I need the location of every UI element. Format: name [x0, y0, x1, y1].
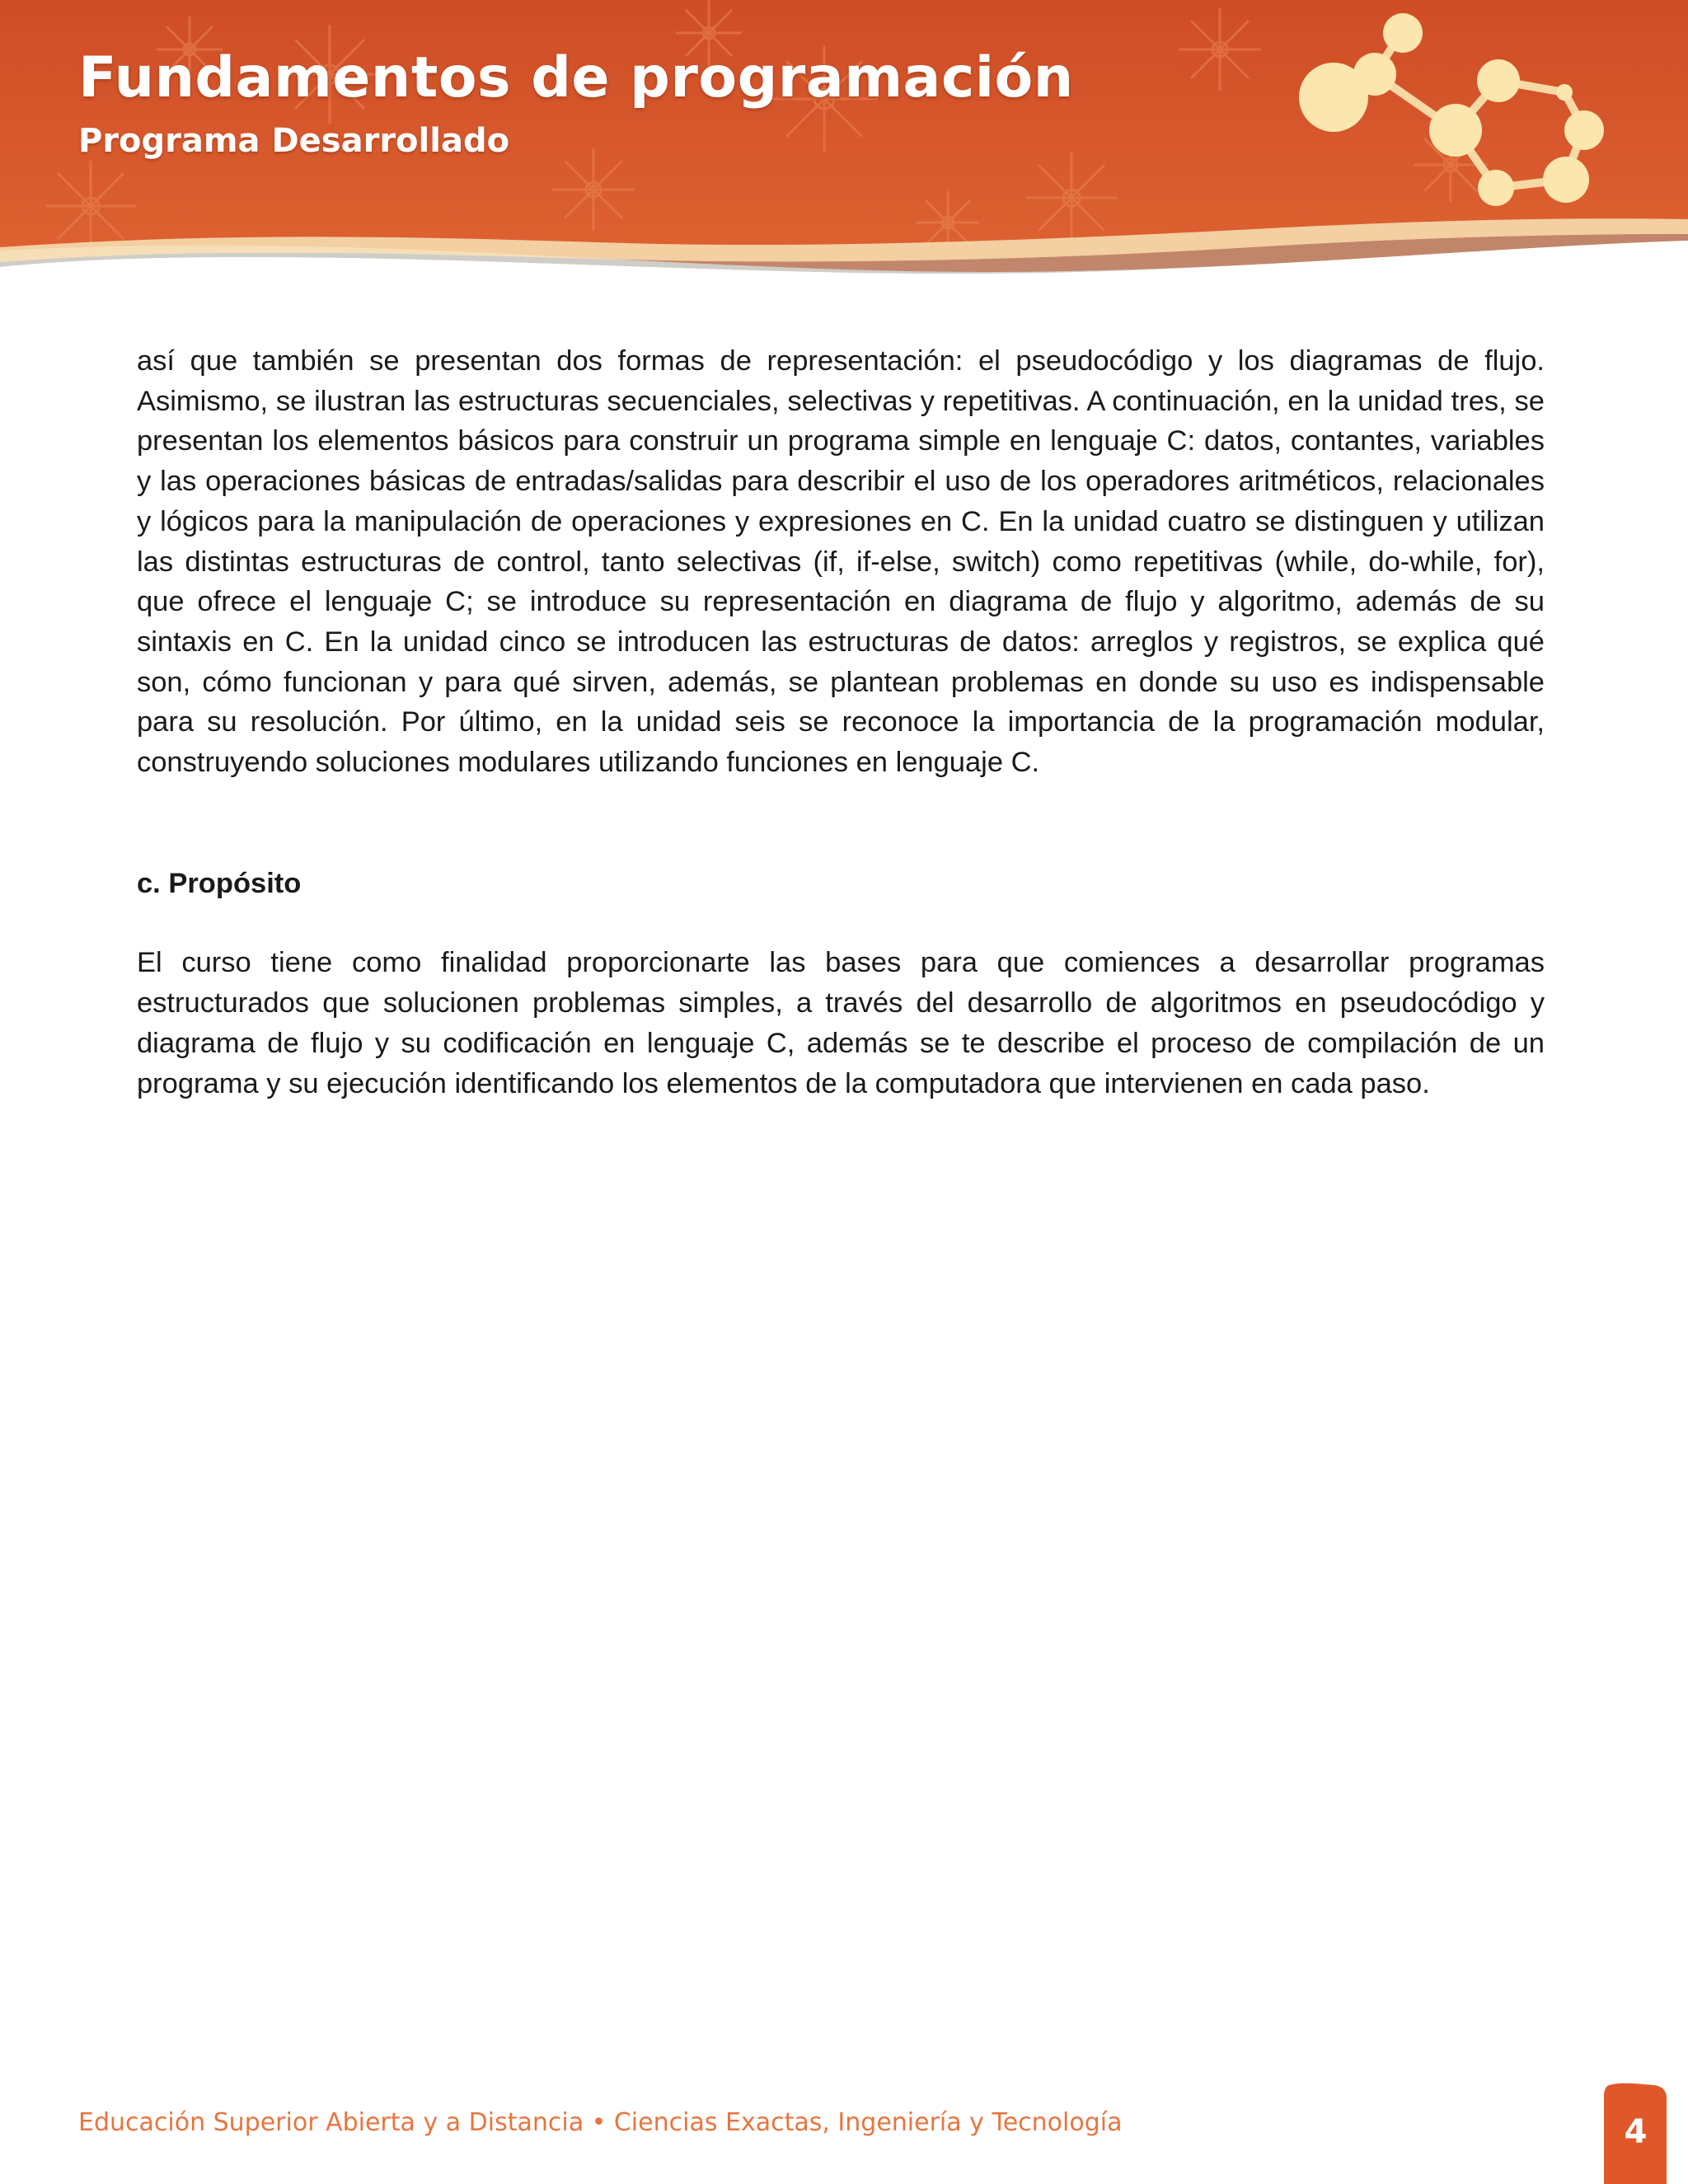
page-header	[0, 0, 1688, 297]
section-heading: c. Propósito	[137, 867, 302, 899]
footer-institution-text: Educación Superior Abierta y a Distancia • Ciencias Exactas, Ingeniería y Tecnología	[78, 2108, 1123, 2137]
purpose-paragraph: El curso tiene como finalidad proporcionarte las bases para que comiences a desarrollar programas estructurados que solucionen problemas simples, a través del desarrollo de algoritmos en pseudocódigo y diagrama de flujo y su codificación en lenguaje C, además se te describe el proceso de compilación de un programa y su ejecución identificando los elementos de la computadora que intervienen en cada paso.	[137, 947, 1545, 1099]
body-paragraph: así que también se presentan dos formas de representación: el pseudocódigo y los diagramas de flujo. Asimismo, se ilustran las estructuras secuenciales, selectivas y repetitivas. A continuación, en la unidad tres, se presentan los elementos básicos para construir un programa simple en lenguaje C: datos, contantes, variables y las operaciones básicas de entradas/salidas para describir el uso de los operadores aritméticos, relacionales y lógicos para la manipulación de operaciones y expresiones en C. En la unidad cuatro se distinguen y utilizan las distintas estructuras de control, tanto selectivas (if, if-else, switch) como repetitivas (while, do-while, for), que ofrece el lenguaje C; se introduce su representación en diagrama de flujo y algoritmo, además de su sintaxis en C. En la unidad cinco se introducen las estructuras de datos: arreglos y registros, se explica qué son, cómo funcionan y para qué sirven, además, se plantean problemas en donde su uso es indispensable para su resolución. Por último, en la unidad seis se reconoce la importancia de la programación modular, construyendo soluciones modulares utilizando funciones en lenguaje C.	[137, 345, 1545, 779]
document-subtitle: Programa Desarrollado	[78, 122, 510, 160]
page-number: 4	[1624, 2113, 1648, 2151]
main-content	[137, 341, 1545, 1104]
document-title: Fundamentos de programación	[78, 45, 1074, 110]
